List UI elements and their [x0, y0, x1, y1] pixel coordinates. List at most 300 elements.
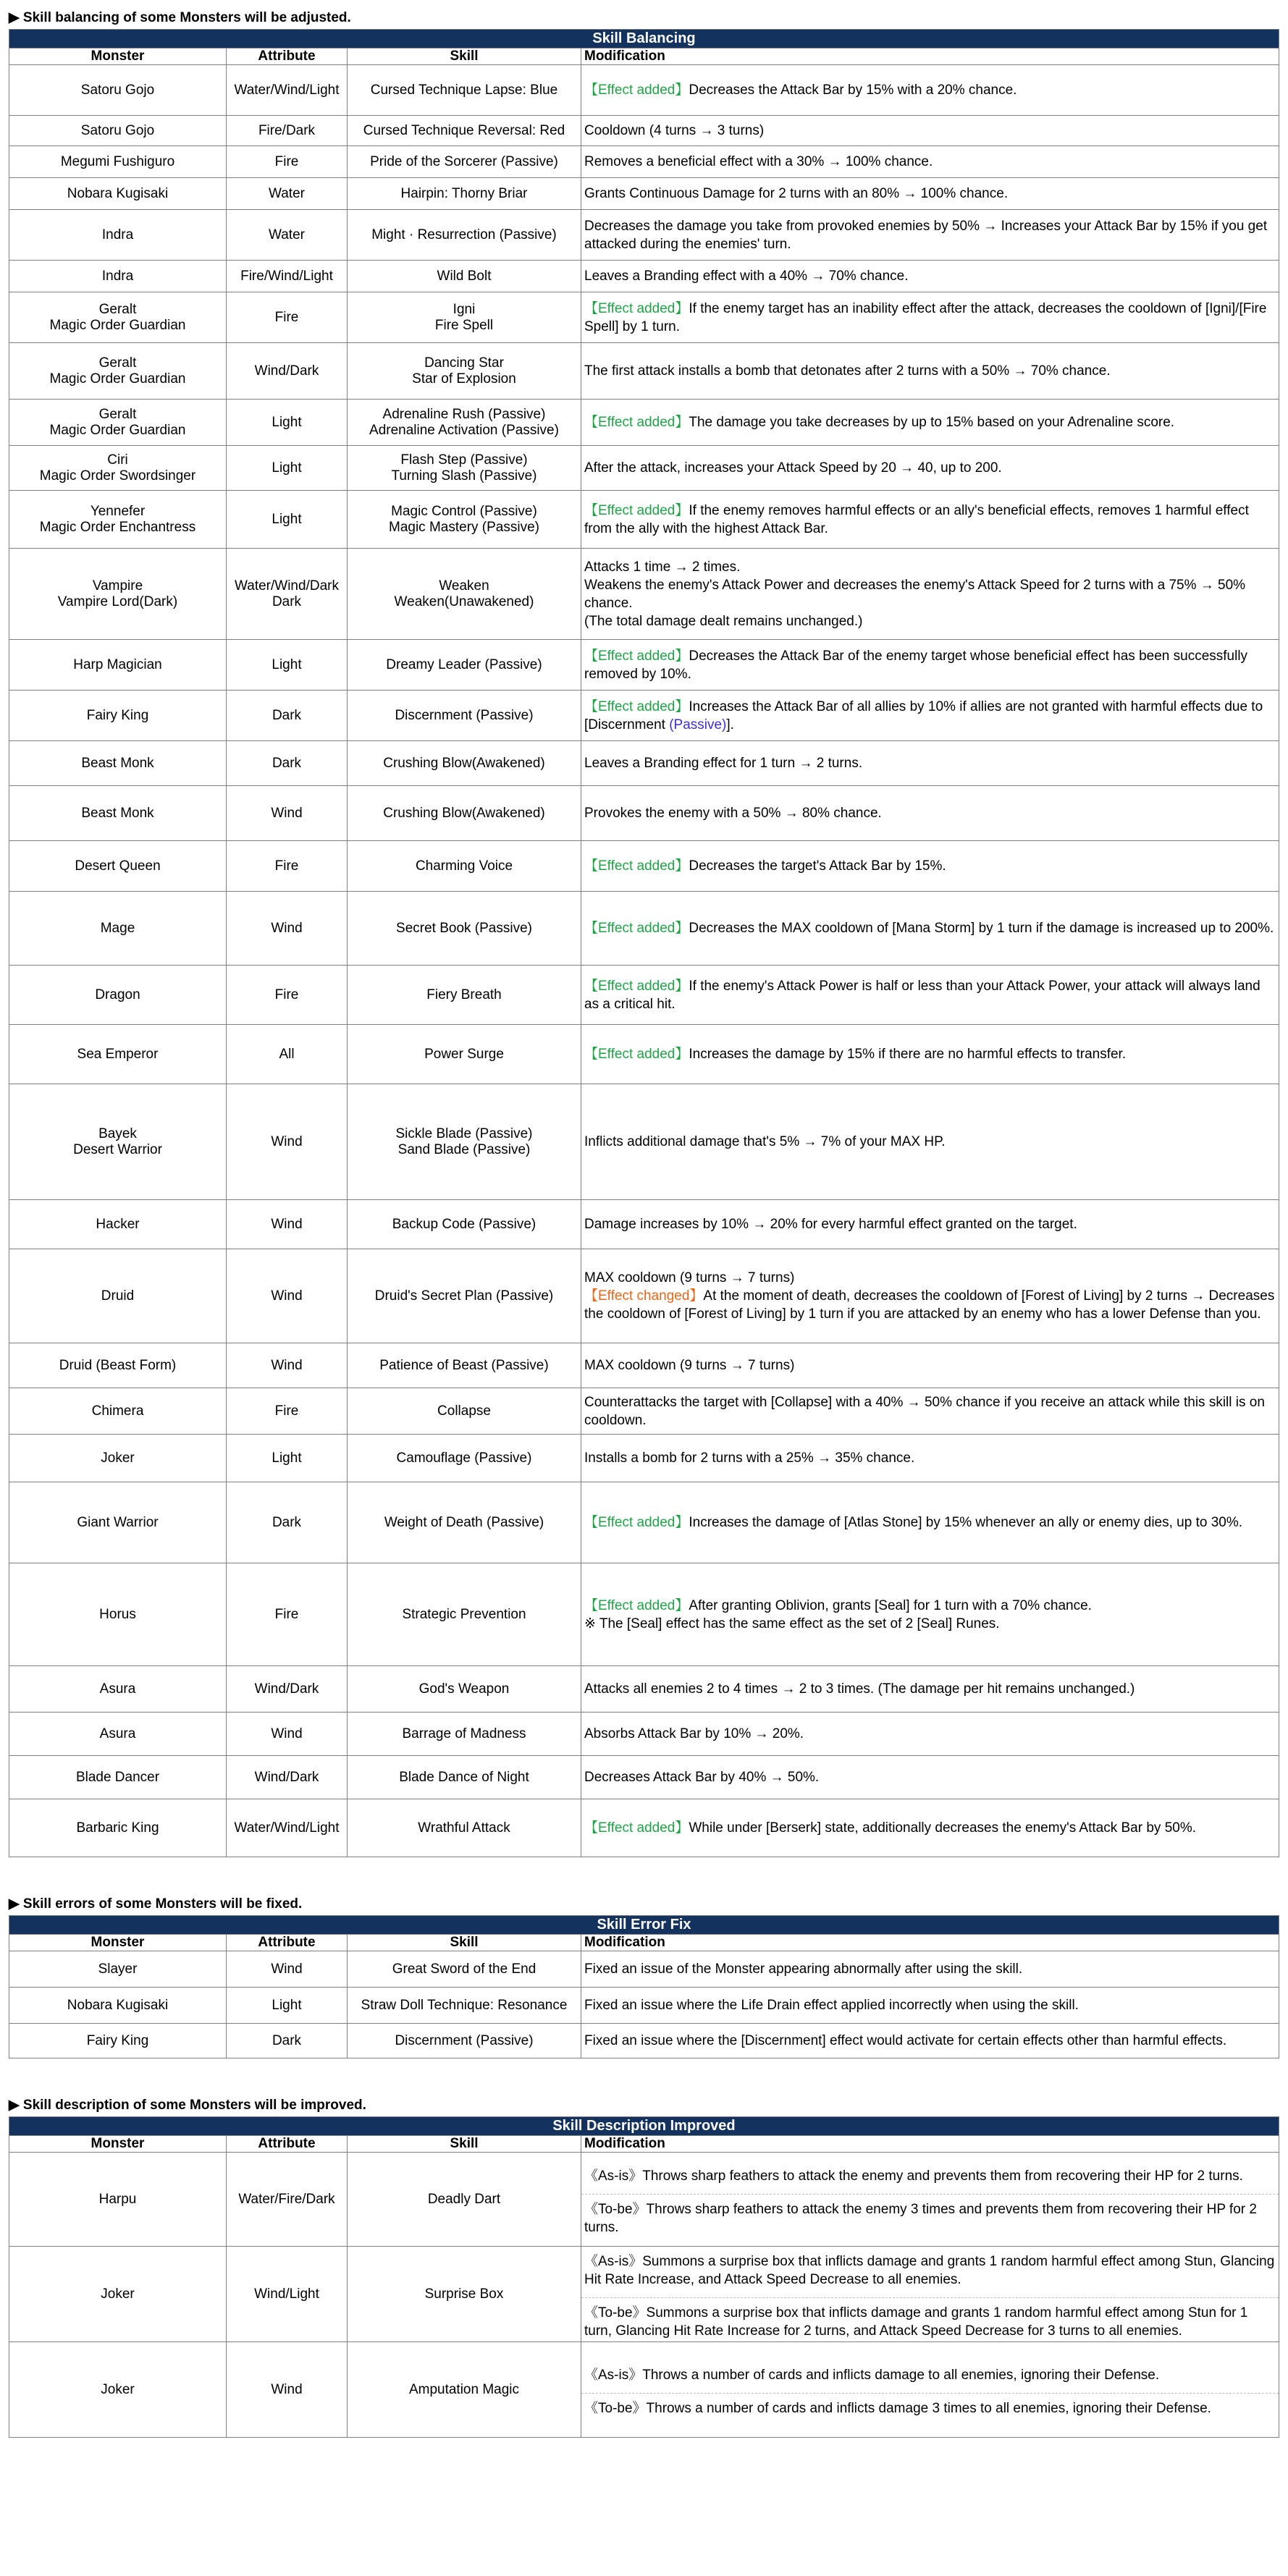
skill-cell — [348, 2342, 581, 2438]
attribute-value: Water/Fire/Dark — [238, 2191, 335, 2207]
modification-text: Decreases the Attack Bar by 15% with a 20% chance. — [689, 83, 1017, 98]
skill-cell — [348, 65, 581, 116]
table-row — [9, 446, 1279, 491]
attribute-value: Wind — [271, 805, 303, 821]
monster-name: Asura — [99, 1726, 136, 1741]
skill-name: Weaken(Unawakened) — [394, 594, 534, 609]
attribute-cell — [227, 65, 348, 116]
monster-name: Beast Monk — [81, 805, 154, 821]
attribute-cell — [227, 2024, 348, 2058]
skill-cell — [348, 400, 581, 446]
improved-table — [9, 2116, 1279, 2438]
attribute-value: Light — [272, 656, 302, 672]
modification-cell — [581, 116, 1279, 146]
modification-text: Inflicts additional damage that's 5% → 7% of your MAX HP. — [584, 1134, 946, 1149]
effect-added-tag: 【Effect added】 — [584, 502, 689, 518]
improved-header-row — [9, 2136, 1279, 2153]
skill-name: Blade Dance of Night — [399, 1769, 529, 1785]
as-is-text: 《As-is》Throws a number of cards and inflicts damage to all enemies, ignoring their Defense. — [584, 2368, 1160, 2383]
skill-cell — [348, 210, 581, 261]
modification-cell — [581, 1200, 1279, 1249]
modification-cell — [581, 549, 1279, 640]
modification-cell — [581, 343, 1279, 400]
skill-cell — [348, 786, 581, 841]
attribute-value: All — [279, 1046, 295, 1062]
modification-text: After granting Oblivion, grants [Seal] for 1 turn with a 70% chance. — [689, 1597, 1092, 1613]
col-modification: Modification — [581, 1935, 1279, 1951]
table-row — [9, 1025, 1279, 1084]
skill-name: Pride of the Sorcerer (Passive) — [370, 153, 558, 169]
attribute-value: Wind — [271, 1133, 303, 1149]
effect-added-tag: 【Effect added】 — [584, 978, 689, 994]
monster-name: Desert Warrior — [73, 1141, 162, 1157]
table-row — [9, 966, 1279, 1025]
modification-text: ]. — [726, 717, 734, 732]
modification-text: At the moment of death, decreases the cooldown of [Forest of Living] by 2 turns → Decreases the cooldown of [Forest of Living] by 1 turn if you are attacked by an enemy who has a lower Defense than you. — [584, 1288, 1275, 1322]
attribute-cell — [227, 491, 348, 549]
attribute-cell — [227, 1713, 348, 1756]
table-row — [9, 261, 1279, 292]
skill-cell — [348, 892, 581, 966]
attribute-cell — [227, 741, 348, 786]
modification-text: Decreases the MAX cooldown of [Mana Storm] by 1 turn if the damage is increased up to 200%. — [689, 921, 1274, 936]
monster-name: Megumi Fushiguro — [60, 153, 175, 169]
effect-added-tag: 【Effect added】 — [584, 648, 689, 664]
attribute-cell — [227, 2153, 348, 2247]
modification-cell — [581, 1756, 1279, 1799]
modification-text: Cooldown (4 turns → 3 turns) — [584, 123, 765, 138]
modification-cell — [581, 1713, 1279, 1756]
table-row — [9, 400, 1279, 446]
col-modification: Modification — [581, 48, 1279, 65]
modification-cell — [581, 292, 1279, 343]
skill-name: Wild Bolt — [437, 268, 492, 284]
modification-cell — [581, 786, 1279, 841]
monster-name: Magic Order Swordsinger — [39, 468, 196, 483]
to-be-text: 《To-be》Throws a number of cards and inflicts damage 3 times to all enemies, ignoring their Defense. — [584, 2401, 1211, 2416]
modification-line — [584, 647, 1276, 683]
monster-name: Desert Queen — [75, 858, 161, 874]
skill-cell — [348, 1249, 581, 1343]
skill-cell — [348, 549, 581, 640]
monster-cell — [9, 1435, 227, 1482]
table-row — [9, 1388, 1279, 1435]
attribute-cell — [227, 841, 348, 892]
monster-name: Sea Emperor — [77, 1046, 159, 1062]
modification-text: Installs a bomb for 2 turns with a 25% → 35% chance. — [584, 1450, 915, 1466]
errors-table — [9, 1915, 1279, 2058]
modification-line — [584, 1996, 1276, 2014]
modification-text: Decreases the Attack Bar of the enemy target whose beneficial effect has been successfully removed by 10%. — [584, 648, 1248, 682]
attribute-value: Dark — [272, 755, 302, 771]
monster-cell — [9, 343, 227, 400]
effect-added-tag: 【Effect added】 — [584, 83, 689, 98]
monster-name: Druid — [101, 1288, 135, 1304]
skill-cell — [348, 1435, 581, 1482]
modification-text: Weakens the enemy's Attack Power and decreases the enemy's Attack Speed for 2 turns with a 75% → 50% chance. — [584, 577, 1246, 611]
attribute-cell — [227, 892, 348, 966]
attribute-value: Dark — [272, 594, 302, 609]
monster-cell — [9, 1799, 227, 1857]
modification-cell — [581, 146, 1279, 178]
skill-cell — [348, 640, 581, 691]
modification-line — [584, 185, 1276, 203]
modification-text: If the enemy target has an inability effect after the attack, decreases the cooldown of [Igni]/[Fire Spell] by 1 turn. — [584, 300, 1267, 334]
effect-added-tag: 【Effect added】 — [584, 1820, 689, 1836]
modification-line — [584, 1615, 1276, 1633]
attribute-cell — [227, 1025, 348, 1084]
modification-cell — [581, 1988, 1279, 2024]
attribute-value: Wind — [271, 920, 303, 936]
attribute-cell — [227, 549, 348, 640]
effect-added-tag: 【Effect added】 — [584, 415, 689, 430]
monster-cell — [9, 2024, 227, 2058]
modification-text: Increases the damage by 15% if there are no harmful effects to transfer. — [689, 1047, 1127, 1062]
attribute-cell — [227, 1756, 348, 1799]
table-row — [9, 2024, 1279, 2058]
modification-line — [584, 1269, 1276, 1287]
skill-name: Sickle Blade (Passive) — [395, 1126, 533, 1141]
monster-name: Geralt — [98, 406, 137, 422]
modification-text: Attacks 1 time → 2 times. — [584, 559, 741, 575]
monster-name: Ciri — [107, 452, 128, 468]
modification-cell — [581, 1482, 1279, 1563]
effect-added-tag: 【Effect added】 — [584, 1597, 689, 1613]
modification-text: Grants Continuous Damage for 2 turns with an 80% → 100% chance. — [584, 186, 1009, 201]
skill-cell — [348, 1084, 581, 1200]
table-row — [9, 146, 1279, 178]
attribute-value: Wind — [271, 1216, 303, 1232]
monster-name: Magic Order Enchantress — [39, 519, 196, 535]
modification-text: Decreases Attack Bar by 40% → 50%. — [584, 1770, 820, 1785]
attribute-value: Water/Wind/Light — [234, 1820, 340, 1836]
attribute-value: Light — [272, 460, 302, 476]
modification-line — [584, 81, 1276, 99]
skill-name: Collapse — [437, 1403, 491, 1419]
skill-cell — [348, 292, 581, 343]
monster-cell — [9, 400, 227, 446]
skill-name: Weight of Death (Passive) — [384, 1514, 544, 1530]
monster-cell — [9, 841, 227, 892]
skill-name: Fiery Breath — [426, 987, 502, 1002]
balance-title: Skill Balancing — [9, 30, 1279, 48]
modification-text: After the attack, increases your Attack Speed by 20 → 40, up to 200. — [584, 460, 1002, 476]
table-row — [9, 178, 1279, 210]
monster-cell — [9, 2342, 227, 2438]
monster-name: Indra — [101, 268, 134, 284]
skill-name: Straw Doll Technique: Resonance — [361, 1997, 568, 2013]
attribute-cell — [227, 691, 348, 741]
attribute-cell — [227, 116, 348, 146]
modification-text: MAX cooldown (9 turns → 7 turns) — [584, 1270, 795, 1285]
monster-name: Magic Order Guardian — [49, 371, 186, 387]
attribute-cell — [227, 966, 348, 1025]
modification-text: Leaves a Branding effect for 1 turn → 2 turns. — [584, 756, 863, 771]
errors-heading: ▶ Skill errors of some Monsters will be fixed. — [9, 1896, 303, 1912]
table-row — [9, 1756, 1279, 1799]
attribute-cell — [227, 146, 348, 178]
monster-cell — [9, 1756, 227, 1799]
skill-cell — [348, 1799, 581, 1857]
attribute-value: Light — [272, 1450, 302, 1466]
modification-line — [584, 1513, 1276, 1532]
attribute-value: Wind/Dark — [254, 1769, 319, 1785]
monster-cell — [9, 1200, 227, 1249]
table-row — [9, 292, 1279, 343]
monster-name: Chimera — [91, 1403, 144, 1419]
modification-line — [584, 1133, 1276, 1151]
modification-line — [584, 576, 1276, 612]
skill-cell — [348, 1388, 581, 1435]
skill-cell — [348, 343, 581, 400]
table-row — [9, 1249, 1279, 1343]
monster-cell — [9, 65, 227, 116]
col-skill: Skill — [348, 1935, 581, 1951]
table-row — [9, 1713, 1279, 1756]
modification-text: The damage you take decreases by up to 15% based on your Adrenaline score. — [689, 415, 1175, 430]
skill-name: Weaken — [439, 578, 489, 594]
attribute-cell — [227, 1343, 348, 1388]
col-skill: Skill — [348, 48, 581, 65]
monster-name: Satoru Gojo — [80, 122, 155, 138]
col-attribute: Attribute — [227, 2136, 348, 2153]
effect-added-tag: 【Effect added】 — [584, 1047, 689, 1062]
table-row — [9, 892, 1279, 966]
modification-cell — [581, 491, 1279, 549]
skill-name: Camouflage (Passive) — [396, 1450, 532, 1466]
modification-cell — [581, 966, 1279, 1025]
skill-name: Secret Book (Passive) — [396, 920, 532, 936]
monster-name: Harpu — [98, 2191, 137, 2207]
monster-cell — [9, 691, 227, 741]
monster-name: Hacker — [96, 1216, 140, 1232]
monster-cell — [9, 2247, 227, 2342]
monster-name: Satoru Gojo — [80, 82, 155, 98]
balance-header-row — [9, 48, 1279, 65]
attribute-value: Wind — [271, 1357, 303, 1373]
attribute-value: Dark — [272, 1514, 302, 1530]
passive-tag: (Passive) — [669, 717, 727, 732]
skill-name: Might · Resurrection (Passive) — [371, 227, 557, 242]
monster-name: Bayek — [98, 1126, 137, 1141]
table-row — [9, 1563, 1279, 1666]
modification-text: If the enemy's Attack Power is half or less than your Attack Power, your attack will always land as a critical hit. — [584, 978, 1260, 1012]
monster-cell — [9, 741, 227, 786]
skill-name: Discernment (Passive) — [395, 707, 534, 723]
modification-line — [584, 502, 1276, 538]
skill-name: Crushing Blow(Awakened) — [383, 805, 545, 821]
table-row — [9, 1482, 1279, 1563]
modification-line — [584, 857, 1276, 875]
col-attribute: Attribute — [227, 1935, 348, 1951]
attribute-value: Fire — [274, 987, 299, 1002]
modification-line — [584, 217, 1276, 253]
monster-cell — [9, 1343, 227, 1388]
monster-name: Vampire — [92, 578, 143, 594]
attribute-value: Water/Wind/Dark — [235, 578, 339, 594]
monster-name: Joker — [101, 1450, 135, 1466]
attribute-value: Light — [272, 511, 302, 527]
attribute-cell — [227, 1563, 348, 1666]
modification-cell — [581, 2247, 1279, 2342]
modification-text: Leaves a Branding effect with a 40% → 70% chance. — [584, 269, 909, 284]
skill-name: Magic Mastery (Passive) — [389, 519, 539, 535]
attribute-value: Wind — [271, 2381, 303, 2397]
attribute-cell — [227, 343, 348, 400]
monster-name: Dragon — [95, 987, 140, 1002]
monster-name: Nobara Kugisaki — [67, 185, 169, 201]
attribute-cell — [227, 1799, 348, 1857]
modification-line — [584, 1960, 1276, 1978]
table-row — [9, 1988, 1279, 2024]
skill-cell — [348, 1666, 581, 1713]
modification-line — [584, 1215, 1276, 1233]
errors-body — [9, 1951, 1279, 2058]
skill-cell — [348, 1343, 581, 1388]
monster-name: Asura — [99, 1681, 136, 1697]
attribute-cell — [227, 1435, 348, 1482]
attribute-value: Wind/Dark — [254, 1681, 319, 1697]
monster-name: Harp Magician — [73, 656, 162, 672]
as-is-text: 《As-is》Summons a surprise box that inflicts damage and grants 1 random harmful effect among Stun, Glancing Hit Rate Increase, and Attack Speed Decrease to all enemies. — [584, 2254, 1275, 2287]
monster-cell — [9, 116, 227, 146]
skill-name: Dreamy Leader (Passive) — [386, 656, 542, 672]
balance-heading: ▶ Skill balancing of some Monsters will be adjusted. — [9, 10, 351, 25]
attribute-value: Fire — [274, 153, 299, 169]
monster-cell — [9, 1084, 227, 1200]
monster-cell — [9, 1249, 227, 1343]
skill-cell — [348, 2247, 581, 2342]
modification-line — [584, 1680, 1276, 1698]
attribute-value: Light — [272, 414, 302, 430]
modification-cell — [581, 841, 1279, 892]
skill-cell — [348, 1951, 581, 1988]
modification-text: The first attack installs a bomb that detonates after 2 turns with a 50% → 70% chance. — [584, 363, 1111, 379]
attribute-value: Fire — [274, 309, 299, 325]
table-row — [9, 343, 1279, 400]
attribute-cell — [227, 1951, 348, 1988]
attribute-value: Fire/Wind/Light — [240, 268, 333, 284]
monster-name: Barbaric King — [76, 1820, 159, 1836]
modification-line — [584, 459, 1276, 477]
modification-cell — [581, 892, 1279, 966]
modification-line — [584, 2032, 1276, 2050]
skill-name: Dancing Star — [424, 355, 504, 371]
table-row — [9, 549, 1279, 640]
monster-name: Yennefer — [90, 503, 146, 519]
skill-name: Hairpin: Thorny Briar — [400, 185, 528, 201]
skill-name: Barrage of Madness — [402, 1726, 526, 1741]
monster-cell — [9, 892, 227, 966]
modification-text: Fixed an issue where the Life Drain effect applied incorrectly when using the skill. — [584, 1998, 1079, 2013]
col-monster: Monster — [9, 2136, 227, 2153]
attribute-cell — [227, 1388, 348, 1435]
modification-text: Damage increases by 10% → 20% for every harmful effect granted on the target. — [584, 1217, 1077, 1232]
attribute-value: Fire — [274, 858, 299, 874]
table-row — [9, 116, 1279, 146]
modification-text: Decreases the target's Attack Bar by 15%. — [689, 858, 946, 874]
attribute-value: Dark — [272, 2032, 302, 2048]
skill-cell — [348, 116, 581, 146]
attribute-value: Wind — [271, 1961, 303, 1977]
monster-cell — [9, 1666, 227, 1713]
monster-name: Joker — [101, 2381, 135, 2397]
skill-name: Adrenaline Activation (Passive) — [369, 422, 559, 438]
modification-line — [584, 122, 1276, 140]
modification-line — [584, 1768, 1276, 1786]
skill-cell — [348, 841, 581, 892]
monster-name: Beast Monk — [81, 755, 154, 771]
monster-cell — [9, 1563, 227, 1666]
table-row — [9, 841, 1279, 892]
modification-line — [584, 267, 1276, 285]
table-row — [9, 691, 1279, 741]
attribute-cell — [227, 1666, 348, 1713]
monster-cell — [9, 549, 227, 640]
col-modification: Modification — [581, 2136, 1279, 2153]
modification-text: Increases the Attack Bar of all allies by 10% if allies are not granted with harmful effects due to [Discernment — [584, 698, 1263, 732]
monster-cell — [9, 446, 227, 491]
monster-cell — [9, 261, 227, 292]
attribute-value: Fire — [274, 1403, 299, 1419]
col-attribute: Attribute — [227, 48, 348, 65]
table-row — [9, 640, 1279, 691]
to-be-text: 《To-be》Throws sharp feathers to attack the enemy 3 times and prevents them from recovering their HP for 2 turns. — [584, 2201, 1257, 2235]
monster-name: Vampire Lord(Dark) — [57, 594, 178, 609]
modification-text: While under [Berserk] state, additionally decreases the enemy's Attack Bar by 50%. — [689, 1820, 1197, 1836]
attribute-value: Water — [269, 185, 305, 201]
skill-name: Star of Explosion — [412, 371, 516, 387]
col-monster: Monster — [9, 1935, 227, 1951]
attribute-value: Water — [269, 227, 305, 242]
skill-cell — [348, 1713, 581, 1756]
skill-cell — [348, 1482, 581, 1563]
skill-cell — [348, 146, 581, 178]
monster-cell — [9, 1988, 227, 2024]
modification-line — [584, 754, 1276, 772]
monster-cell — [9, 146, 227, 178]
modification-cell — [581, 741, 1279, 786]
skill-cell — [348, 2024, 581, 2058]
attribute-cell — [227, 1200, 348, 1249]
skill-name: Crushing Blow(Awakened) — [383, 755, 545, 771]
attribute-cell — [227, 1988, 348, 2024]
skill-cell — [348, 2153, 581, 2247]
skill-name: Great Sword of the End — [392, 1961, 536, 1977]
attribute-value: Fire/Dark — [258, 122, 316, 138]
table-row — [9, 491, 1279, 549]
modification-line — [584, 300, 1276, 336]
modification-line — [584, 977, 1276, 1013]
modification-cell — [581, 1025, 1279, 1084]
improved-body — [9, 2153, 1279, 2438]
modification-text: Counterattacks the target with [Collapse] with a 40% → 50% chance if you receive an attack while this skill is on cooldown. — [584, 1394, 1265, 1428]
effect-added-tag: 【Effect added】 — [584, 300, 689, 316]
balance-table — [9, 29, 1279, 1857]
monster-name: Nobara Kugisaki — [67, 1997, 169, 2013]
modification-line — [584, 153, 1276, 171]
modification-cell — [581, 691, 1279, 741]
monster-cell — [9, 178, 227, 210]
modification-text: Fixed an issue of the Monster appearing abnormally after using the skill. — [584, 1961, 1023, 1977]
modification-cell — [581, 178, 1279, 210]
attribute-value: Light — [272, 1997, 302, 2013]
attribute-cell — [227, 640, 348, 691]
modification-cell — [581, 446, 1279, 491]
monster-name: Fairy King — [86, 707, 149, 723]
skill-name: Magic Control (Passive) — [391, 503, 537, 519]
attribute-cell — [227, 2247, 348, 2342]
